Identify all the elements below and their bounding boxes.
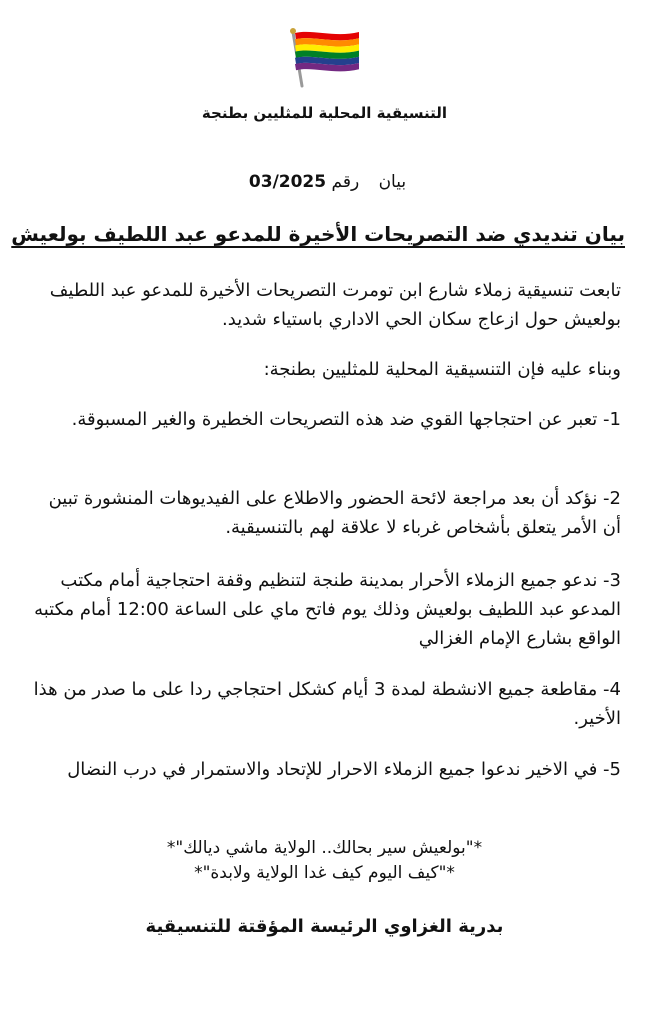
statement-label: بيان	[378, 172, 407, 192]
slogans	[0, 836, 649, 886]
statement-number: 03/2025	[248, 172, 327, 192]
point-2: 2- نؤكد أن بعد مراجعة لائحة الحضور والاطلاع على الفيديوهات المنشورة تبين أن الأمر يتعلق بأشخاص غرباء لا علاقة لهم بالتنسيقية.	[48, 488, 621, 538]
signature: بدرية الغزاوي الرئيسة المؤقتة للتنسيقية	[145, 916, 504, 937]
statement-title: بيان تنديدي ضد التصريحات الأخيرة للمدعو عبد اللطيف بولعيش	[11, 222, 625, 246]
rainbow-flag-icon	[283, 26, 363, 92]
statement-number-line	[0, 172, 649, 192]
slogan-2: *"كيف اليوم كيف غدا الولاية ولابدة"*	[194, 863, 455, 883]
point-3: 3- ندعو جميع الزملاء الأحرار بمدينة طنجة لتنظيم وقفة احتجاجية أمام مكتب المدعو عبد اللطيف بولعيش وذلك يوم فاتح ماي على الساعة 12:00 أمام مكتبه الواقع بشارع الإمام الغزالي	[34, 570, 621, 649]
org-name: التنسيقية المحلية للمثليين بطنجة	[201, 104, 448, 122]
point-4: 4- مقاطعة جميع الانشطة لمدة 3 أيام كشكل احتجاجي ردا على ما صدر من هذا الأخير.	[33, 679, 621, 729]
statement-number-label: رقم	[331, 172, 360, 192]
point-5: 5- في الاخير ندعوا جميع الزملاء الاحرار للإتحاد والاستمرار في درب النضال	[67, 759, 621, 780]
point-1: 1- تعبر عن احتجاجها القوي ضد هذه التصريحات الخطيرة والغير المسبوقة.	[71, 409, 621, 430]
intro-paragraph: تابعت تنسيقية زملاء شارع ابن تومرت التصريحات الأخيرة للمدعو عبد اللطيف بولعيش حول ازعاج سكان الحي الاداري باستياء شديد.	[49, 280, 621, 330]
lead-paragraph: وبناء عليه فإن التنسيقية المحلية للمثليين بطنجة:	[263, 359, 621, 380]
slogan-1: *"بولعيش سير بحالك.. الولاية ماشي ديالك"*	[166, 838, 483, 858]
